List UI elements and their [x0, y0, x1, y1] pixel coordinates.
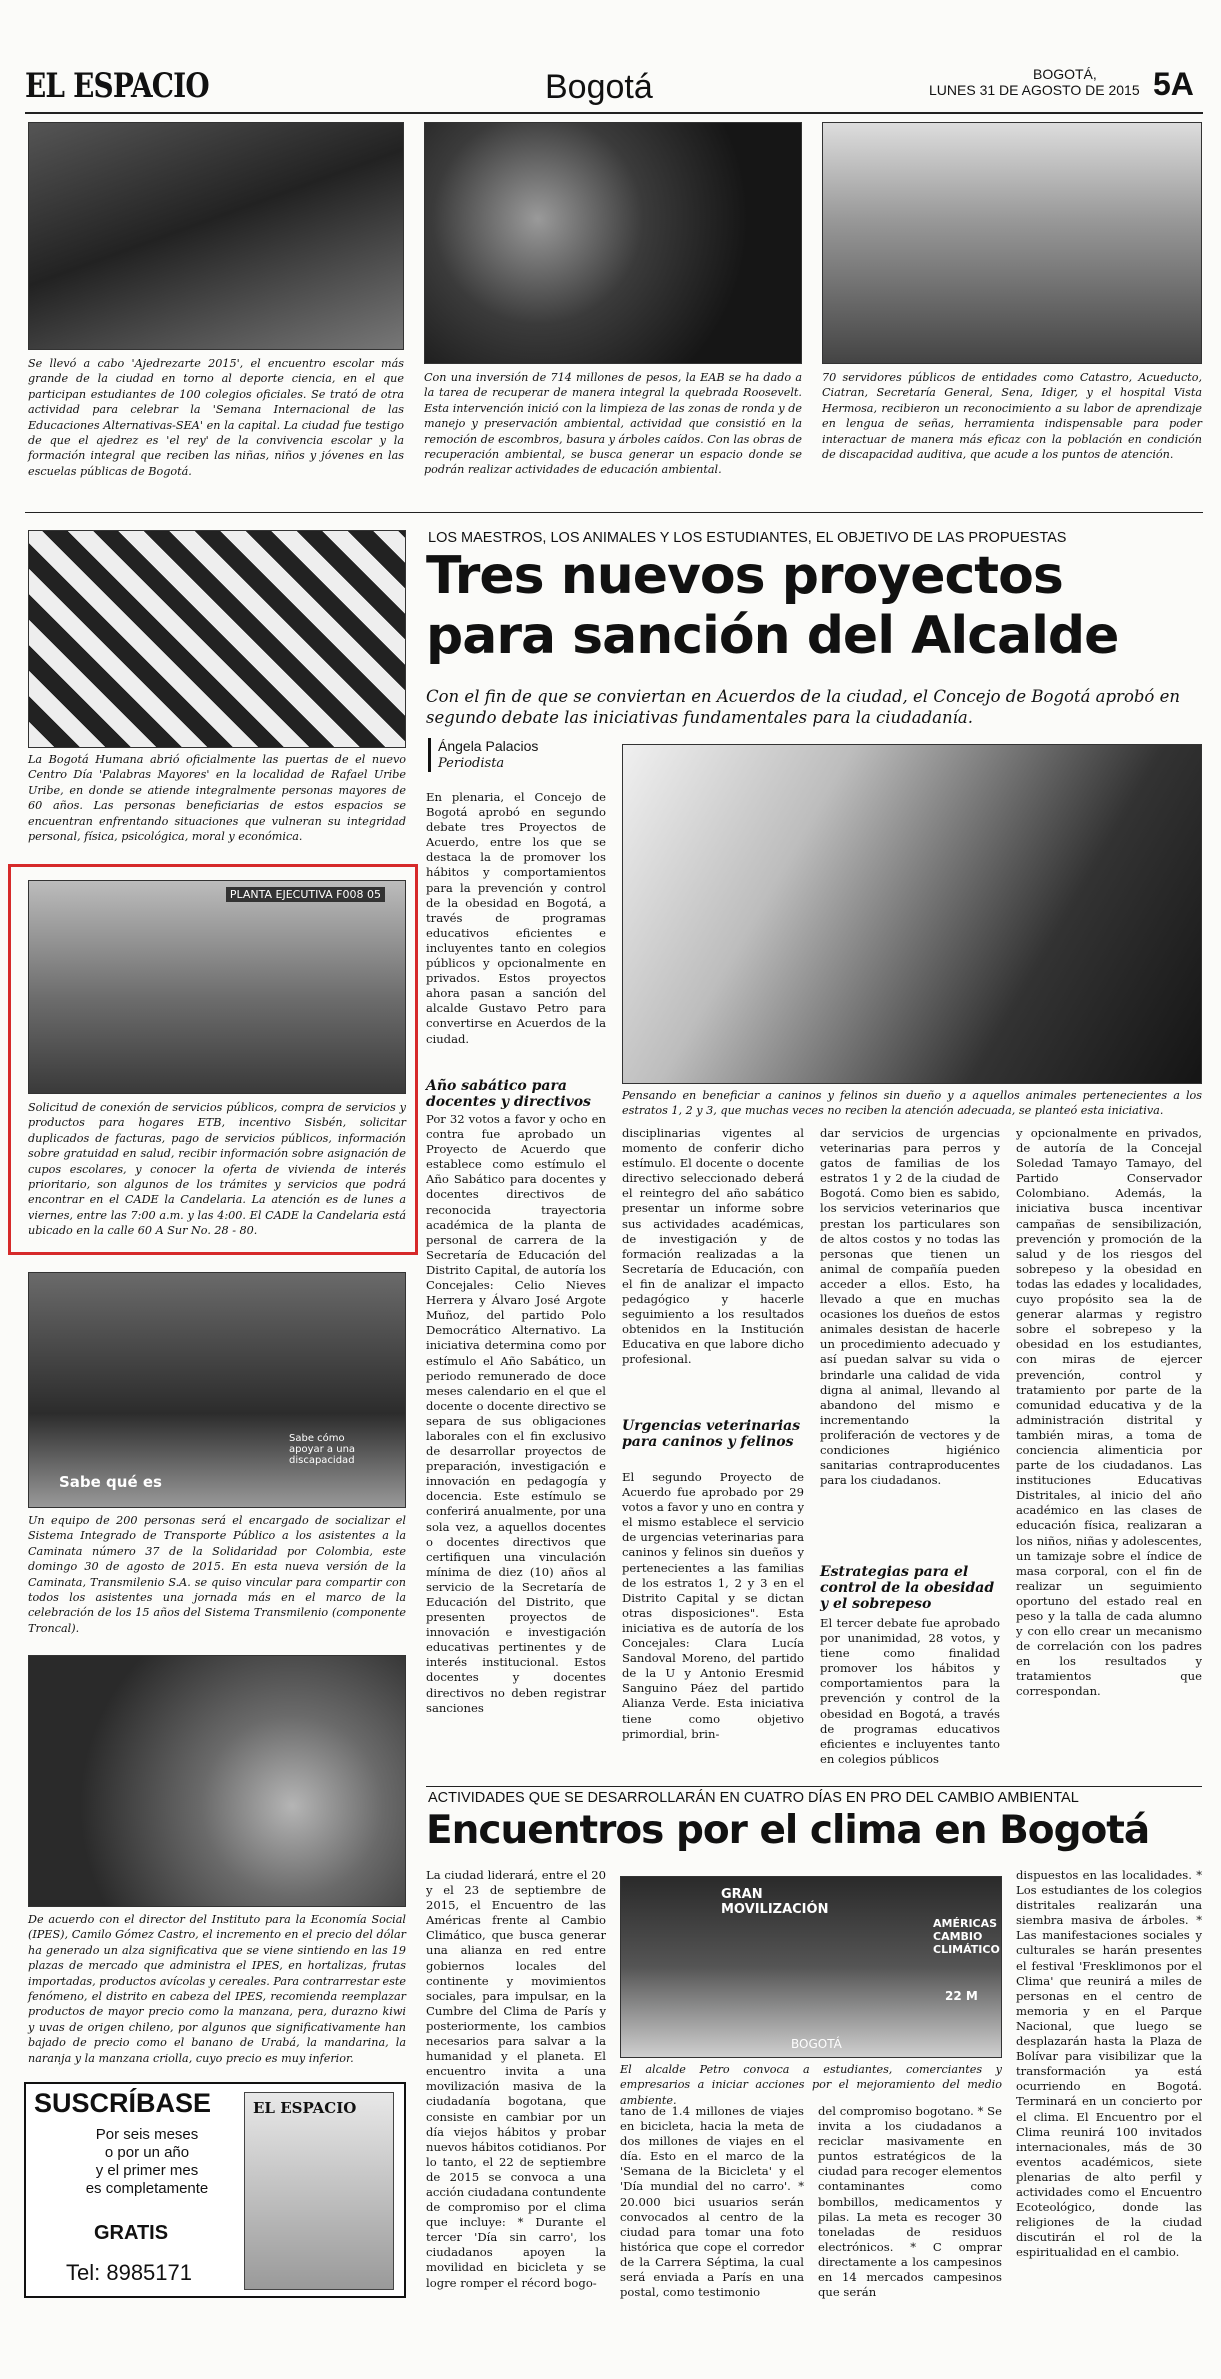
climate-col1: La ciudad liderará, entre el 20 y el 23 de septiembre de 2015, el Encuentro de las Américas frente al Cambio Climático, que busca generar una alianza en red entre gobiernos locales del continente y movimientos sociales, para impulsar, en la Cumbre del Clima de París y posteriormente, los cambios necesarios para salvar a la humanidad y el planeta. El encuentro invita a una movilización masiva de la ciudadanía bogotana, que consiste en cambiar por un día viejos hábitos y probar nuevos hábitos cotidianos. Por lo tanto, el 22 de septiembre de 2015 se convoca a una acción ciudadana contundente de compromiso por el clima que incluye: * Durante el tercer 'Día sin carro', los ciudadanos apoyen la movilidad en bicicleta y se logre romper el récord bogo- — [426, 1868, 606, 2290]
subhead-sabatico — [426, 1074, 606, 1112]
cade-photo — [28, 880, 406, 1094]
veterinary-photo — [622, 744, 1202, 1084]
subhead-obesidad-text: Estrategias para el control de la obesidad y el sobrepeso — [820, 1564, 995, 1612]
masthead — [25, 66, 1205, 110]
transmilenio-photo — [28, 1272, 406, 1508]
quebrada-photo — [424, 122, 802, 364]
dateline-date: LUNES 31 DE AGOSTO DE 2015 — [929, 82, 1140, 98]
transmilenio-caption: Un equipo de 200 personas será el encargado de socializar el Sistema Integrado de Transporte Público a los asistentes a la Caminata número 37 de la Solidaridad por Colombia, este domingo 30 de agosto de 2015. En esta nueva versión de la Caminata, Transmilenio S.A. se quiso vincular para compartir con todos los asistentes una jornada más en el marco de la celebración de los 15 años del Sistema Transmilenio (componente Troncal). — [28, 1514, 406, 1635]
body-col3b: El tercer debate fue aprobado por unanimidad, 28 votos, y tiene como finalidad promover los hábitos y comportamientos para la prevención y control de la obesidad en Bogotá, a través de programas educativos eficientes e incluyentes tanto en colegios públicos — [820, 1616, 1000, 1766]
ad-line-3: y el primer mes — [95, 2162, 199, 2179]
main-headline-line1: Tres nuevos proyectos — [426, 546, 1063, 606]
body-col4: y opcionalmente en privados, de autoría de la Concejal Soledad Tamayo Tamayo, del Partido Conservador Colombiano. Además, la iniciativa busca incentivar campañas de sensibilización, prevención y promoción de la salud y de los riesgos del sobrepeso y la obesidad en todas las edades y localidades, cuyo propósito sea la de generar alarmas y registro sobre el sobrepeso y la obesidad en los estudiantes, con miras de ejercer prevención, control y tratamiento por parte de la comunidad educativa y de la administración distrital y también miras, a toma de conciencia alimenticia por parte de los ciudadanos. Las instituciones Educativas Distritales, al inicio del año académico en las clases de educación física, realizaran a los niños, niñas y adolescentes, un tamizaje sobre el índice de masa corporal, con el fin de realizar un seguimiento oportuno del estado real en peso y la talla de cada alumno y con ello crear un mecanismo de correlación con los padres en los resultados y tratamientos que correspondan. — [1016, 1126, 1202, 1699]
ad-text — [72, 2126, 222, 2198]
section-title: Bogotá — [545, 68, 653, 106]
climate-photo-banner-1: GRAN MOVILIZACIÓN — [721, 1887, 829, 1917]
cade-caption: Solicitud de conexión de servicios públicos, compra de servicios y productos para hogares ETB, incentivo Sisbén, solicitar duplicados de facturas, pago de servicios públicos, información sobre gratuidad en salud, recibir información sobre asignación de cupos escolares, y conocer la oferta de vivienda de interés prioritario, son algunos de los trámites y servicios que podrá encontrar en el CADE la Candelaria. La atención es de lunes a viernes, entre las 7:00 a.m. y las 4:00. El CADE la Candelaria está ubicado en la calle 60 A Sur No. 28 - 80. — [28, 1101, 406, 1238]
subhead-urgencias-text: Urgencias veterinarias para caninos y felinos — [622, 1418, 801, 1450]
ad-mini-brand: EL ESPACIO — [253, 2099, 357, 2117]
chess-students-photo — [28, 122, 404, 350]
subhead-urgencias — [622, 1414, 804, 1452]
body-col1: Por 32 votos a favor y ocho en contra fue aprobado un Proyecto de Acuerdo que establece como estímulo el Año Sabático para docentes y docentes directivos de reconocida trayectoria académica de la planta de personal de carrera de la Secretaría de Educación del Distrito Capital, de autoría los Concejales: Celio Nieves Herrera y Álvaro José Argote Muñoz, del partido Polo Democrático Alternativo. La iniciativa determina como por estímulo el Año Sabático, un periodo remunerado de doce meses calendario en el que el docente o docente directivo se separa de sus obligaciones laborales con el fin exclusivo de desarrollar proyectos de preparación, investigación e innovación en pedagogía y docencia. Este estímulo se conferirá anualmente, por una sola vez, a aquellos docentes o docentes directivos que certifiquen una vinculación mínima de diez (10) años al servicio de la Secretaría de Educación del Distrito, que presenten proyectos de innovación e investigación educativas pertinentes y de interés institucional. Estos docentes y docentes directivos no deben registrar sanciones — [426, 1112, 606, 1715]
climate-photo-banner-2: AMÉRICAS CAMBIO CLIMÁTICO — [933, 1917, 1000, 1956]
climate-col4: dispuestos en las localidades. * Los estudiantes de los colegios distritales realizarán una siembra masiva de árboles. * Las manifestaciones sociales y culturales se harán presentes el festival 'Fresklimonos por el Clima' que reunirá a miles de personas en el centro de memoria y en el Parque Nacional, que luego se desplazarán hasta la Plaza de Bolívar para visibilizar que la transformación ya está ocurriendo en Bogotá. Terminará en un concierto por el clima. El Encuentro por el Clima reunirá 100 invitados internacionales, más de 30 eventos académicos, siete plenarias de alto perfil y actividades como el Encuentro Ecoteológico, donde las religiones de la ciudad discutirán el rol de la espiritualidad en el cambio. — [1016, 1868, 1202, 2260]
subhead-sabatico-text: Año sabático para docentes y directivos — [426, 1078, 591, 1110]
climate-col2: tano de 1.4 millones de viajes en bicicleta, hacia la meta de dos millones de viajes en el día. Esto en el marco de la 'Semana de la Bicicleta' y el 'Día mundial del no carro'. * 20.000 bici usuarios serán convocados al centro de la ciudad para tomar una foto histórica que cope el corredor de la Carrera Séptima, la cual será enviada a París en una postal, como testimonio — [620, 2104, 804, 2300]
top-photos-rule — [25, 512, 1203, 513]
main-lead: En plenaria, el Concejo de Bogotá aprobó en segundo debate tres Proyectos de Acuerdo, entre los que se destaca la de promover los hábitos y comportamientos para la prevención y control de la obesidad en Bogotá, a través de programas educativos eficientes e incluyentes tanto en colegios públicos y opcionalmente en privados. Estos proyectos ahora pasan a sanción del alcalde Gustavo Petro para convertirse en Acuerdos de la ciudad. — [426, 790, 606, 1046]
main-kicker: LOS MAESTROS, LOS ANIMALES Y LOS ESTUDIANTES, EL OBJETIVO DE LAS PROPUESTAS — [428, 530, 1067, 546]
centro-dia-caption: La Bogotá Humana abrió oficialmente las puertas de el nuevo Centro Día 'Palabras Mayores' en la localidad de Rafael Uribe Uribe, en donde se atiende integralmente personas mayores de 60 años. Las personas beneficiarias de estos espacios se encuentran enfrentando situaciones que vulneran su integridad personal, física, psicológica, moral y económica. — [28, 753, 406, 844]
ad-line-1: Por seis meses — [95, 2126, 199, 2143]
author-role: Periodista — [438, 756, 505, 771]
ad-title: SUSCRÍBASE — [34, 2088, 212, 2118]
quebrada-caption: Con una inversión de 714 millones de pesos, la EAB se ha dado a la tarea de recuperar de manera integral la quebrada Roosevelt. Esta intervención inició con la limpieza de las zonas de ronda y de manejo y preservación ambiental, actividad que consistió en la remoción de escombros, basura y árboles caídos. Con las obras de recuperación ambiental, se busca generar un espacio donde se podrán realizar actividades de educación ambiental. — [424, 371, 802, 477]
climate-event-photo — [620, 1876, 1002, 2058]
market-caption: De acuerdo con el director del Instituto para la Economía Social (IPES), Camilo Gómez Castro, el incremento en el precio del dólar ha generado un alza significativa que se viene sintiendo en las 19 plazas de mercado que administra el IPES, en hortalizas, frutas importadas, productos avícolas y cereales. Para contrarrestar este fenómeno, el distrito en cabeza del IPES, recomienda reemplazar productos de mayor precio como la manzana, pera, durazno kiwi y uvas de origen chileno, por algunos que significativamente han bajado de precio como el banano de Urabá, la mandarina, la naranja y la manzana criolla, cuyo precio es muy inferior. — [28, 1913, 406, 2065]
article-divider — [426, 1786, 1202, 1787]
ad-line-2: o por un año — [104, 2144, 190, 2161]
transmilenio-sign-a: Sabe qué es — [59, 1473, 162, 1491]
veterinary-caption: Pensando en beneficiar a caninos y felinos sin dueño y a aquellos animales pertenecientes a los estratos 1, 2 y 3, que muchas veces no reciben la atención adecuada, se planteó esta iniciativa. — [622, 1089, 1202, 1118]
sign-language-photo — [822, 122, 1202, 364]
brand-logo: EL ESPACIO — [25, 66, 209, 106]
climate-caption: El alcalde Petro convoca a estudiantes, comerciantes y empresarios a iniciar acciones por el mejoramiento del medio ambiente. — [620, 2063, 1002, 2107]
body-col3: dar servicios de urgencias veterinarias para perros y gatos de familias de los estratos 1 y 2 de la ciudad de Bogotá. Como bien es sabido, los servicios veterinarios que prestan los particulares son de altos costos y no todas las personas que tienen un animal de compañía pueden acceder a ellos. Esto, ha llevado a que en muchas ocasiones los dueños de estos animales desistan de hacerle un procedimiento adecuado y así puedan salvar su vida o brindarle una calidad de vida digna al animal, llevando al abandono del mismo e incrementando la proliferación de vectores y de condiciones higiénico sanitarias contraproducentes para los ciudadanos. — [820, 1126, 1000, 1488]
ad-line-4: es completamente — [85, 2180, 209, 2197]
climate-photo-banner-4: BOGOTÁ — [791, 2037, 842, 2051]
subhead-obesidad — [820, 1560, 1000, 1614]
climate-photo-banner-3: 22 M — [945, 1989, 978, 2003]
ad-free: GRATIS — [94, 2222, 169, 2244]
transmilenio-sign-b: Sabe cómo apoyar a una discapacidad — [289, 1433, 356, 1466]
sign-language-caption: 70 servidores públicos de entidades como Catastro, Acueducto, Ciatran, Secretaría General, Sena, Idiger, y el hospital Vista Hermosa, recibieron un reconocimiento a su labor de aprendizaje en lengua de señas, herramienta indispensable para poder interactuar de manera más eficaz con la población en condición de discapacidad auditiva, que acude a los puntos de atención. — [822, 371, 1202, 462]
author-name: Ángela Palacios — [438, 738, 539, 754]
market-vendor-photo — [28, 1655, 406, 1907]
main-headline-line2: para sanción del Alcalde — [426, 606, 1119, 666]
ad-phone[interactable]: Tel: 8985171 — [66, 2260, 192, 2285]
body-col2: disciplinarias vigentes al momento de conferir dicho estímulo. El docente o docente directivo seleccionado deberá el reintegro del año sabático presentar un informe sobre sus actividades académicas, de investigación y de formación realizadas a la Secretaría de Educación, con el fin de analizar el impacto pedagógico y hacerle seguimiento a los resultados obtenidos en la Institución Educativa en que labore dicho profesional. — [622, 1126, 804, 1367]
climate-headline: Encuentros por el clima en Bogotá — [426, 1808, 1150, 1853]
climate-col3: del compromiso bogotano. * Se invita a los ciudadanos a reciclar masivamente en puntos estratégicos de la ciudad para recoger elementos contaminantes como bombillos, medicamentos y pilas. La meta es recoger 30 toneladas de residuos electrónicos. * C omprar directamente a los campesinos en 14 mercados campesinos que serán — [818, 2104, 1002, 2300]
climate-kicker: ACTIVIDADES QUE SE DESARROLLARÁN EN CUATRO DÍAS EN PRO DEL CAMBIO AMBIENTAL — [428, 1790, 1079, 1806]
header-rule — [25, 112, 1203, 114]
body-col2b: El segundo Proyecto de Acuerdo fue aprobado por 29 votos a favor y uno en contra y el mismo establece el servicio de urgencias veterinarias para caninos y felinos sin dueños y pertenecientes a las familias de los estratos 1, 2 y 3 en el Distrito Capital y se dictan otras disposiciones". Esta iniciativa es de autoría de los Concejales: Clara Lucía Sandoval Moreno, del partido de la U y Antonio Eresmid Sanguino Páez del partido Alianza Verde. Esta iniciativa tiene como objetivo primordial, brin- — [622, 1470, 804, 1741]
author-bar — [428, 738, 431, 772]
main-deck: Con el fin de que se conviertan en Acuerdos de la ciudad, el Concejo de Bogotá aprobó en segundo debate las iniciativas fundamentales para la ciudadanía. — [426, 687, 1181, 727]
page-number: 5A — [1153, 66, 1194, 102]
chess-caption: Se llevó a cabo 'Ajedrezarte 2015', el encuentro escolar más grande de la ciudad en torno al deporte ciencia, en el que participan estudiantes de 100 colegios oficiales. Se trató de otra actividad para celebrar la 'Semana Internacional de las Educaciones Alternativas-SEA' en la capital. La ciudad fue testigo de que el ajedrez es 'el rey' de la convivencia escolar y la formación integral que reciben las niñas, niños y jóvenes en las escuelas públicas de Bogotá. — [28, 357, 404, 478]
centro-dia-photo — [28, 530, 406, 748]
cade-sign: PLANTA EJECUTIVA F008 05 — [226, 887, 385, 902]
subscription-ad[interactable] — [24, 2082, 406, 2298]
dateline-city: BOGOTÁ, — [1033, 66, 1097, 82]
ad-newspaper-thumbnail — [244, 2092, 394, 2290]
